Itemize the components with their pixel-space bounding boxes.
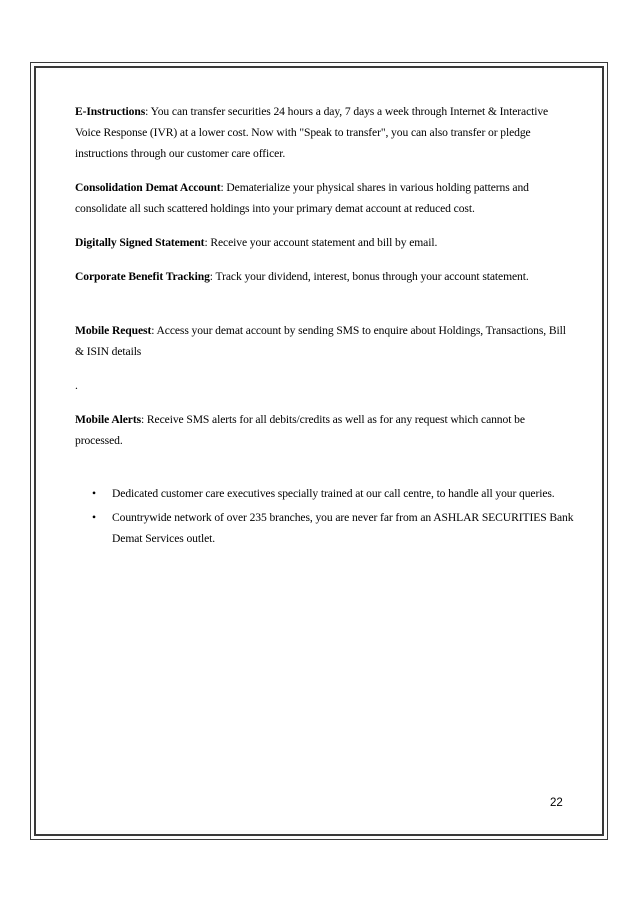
paragraph-e-instructions [75, 101, 575, 164]
text-corporate-benefit: Track your dividend, interest, bonus through your account statement. [215, 270, 529, 283]
text-mobile-alerts: Receive SMS alerts for all debits/credits as well as for any request which cannot be processed. [75, 413, 525, 447]
bullet-icon: • [92, 487, 96, 500]
paragraph-mobile-alerts [75, 409, 575, 451]
list-item-text: Dedicated customer care executives specially trained at our call centre, to handle all your queries. [112, 487, 555, 500]
term-separator: : [209, 270, 216, 283]
term-digitally-signed: Digitally Signed Statement [75, 236, 205, 249]
term-separator: : [141, 413, 147, 426]
bullet-list [75, 483, 575, 549]
term-separator: : [151, 324, 157, 337]
term-mobile-alerts: Mobile Alerts [75, 413, 141, 426]
term-separator: : [204, 236, 211, 249]
paragraph-consolidation [75, 177, 575, 219]
paragraph-corporate-benefit [75, 266, 575, 287]
term-consolidation: Consolidation Demat Account [75, 181, 221, 194]
list-item-text: Countrywide network of over 235 branches, you are never far from an ASHLAR SECURITIES Bank Demat Services outlet. [112, 511, 574, 545]
term-separator: : [220, 181, 227, 194]
text-consolidation: Dematerialize your physical shares in various holding patterns and consolidate all such scattered holdings into your primary demat account at reduced cost. [75, 181, 529, 215]
term-mobile-request: Mobile Request [75, 324, 152, 337]
text-digitally-signed: Receive your account statement and bill by email. [210, 236, 438, 249]
text-mobile-request: Access your demat account by sending SMS to enquire about Holdings, Transactions, Bill & ISIN details [75, 324, 566, 358]
term-corporate-benefit: Corporate Benefit Tracking [75, 270, 210, 283]
page-number: 22 [550, 797, 563, 809]
term-separator: : [145, 105, 151, 118]
term-e-instructions: E-Instructions [75, 105, 146, 118]
list-item [75, 483, 575, 504]
stray-dot: . [75, 379, 78, 392]
paragraph-mobile-request [75, 320, 575, 362]
document-body [75, 101, 575, 552]
list-item [75, 507, 575, 549]
paragraph-digitally-signed [75, 232, 575, 253]
text-e-instructions: You can transfer securities 24 hours a day, 7 days a week through Internet & Interactive Voice Response (IVR) at a lower cost. Now with "Speak to transfer", you can also transfer or pledge instructions through our customer care officer. [75, 105, 549, 160]
bullet-icon: • [92, 511, 96, 524]
